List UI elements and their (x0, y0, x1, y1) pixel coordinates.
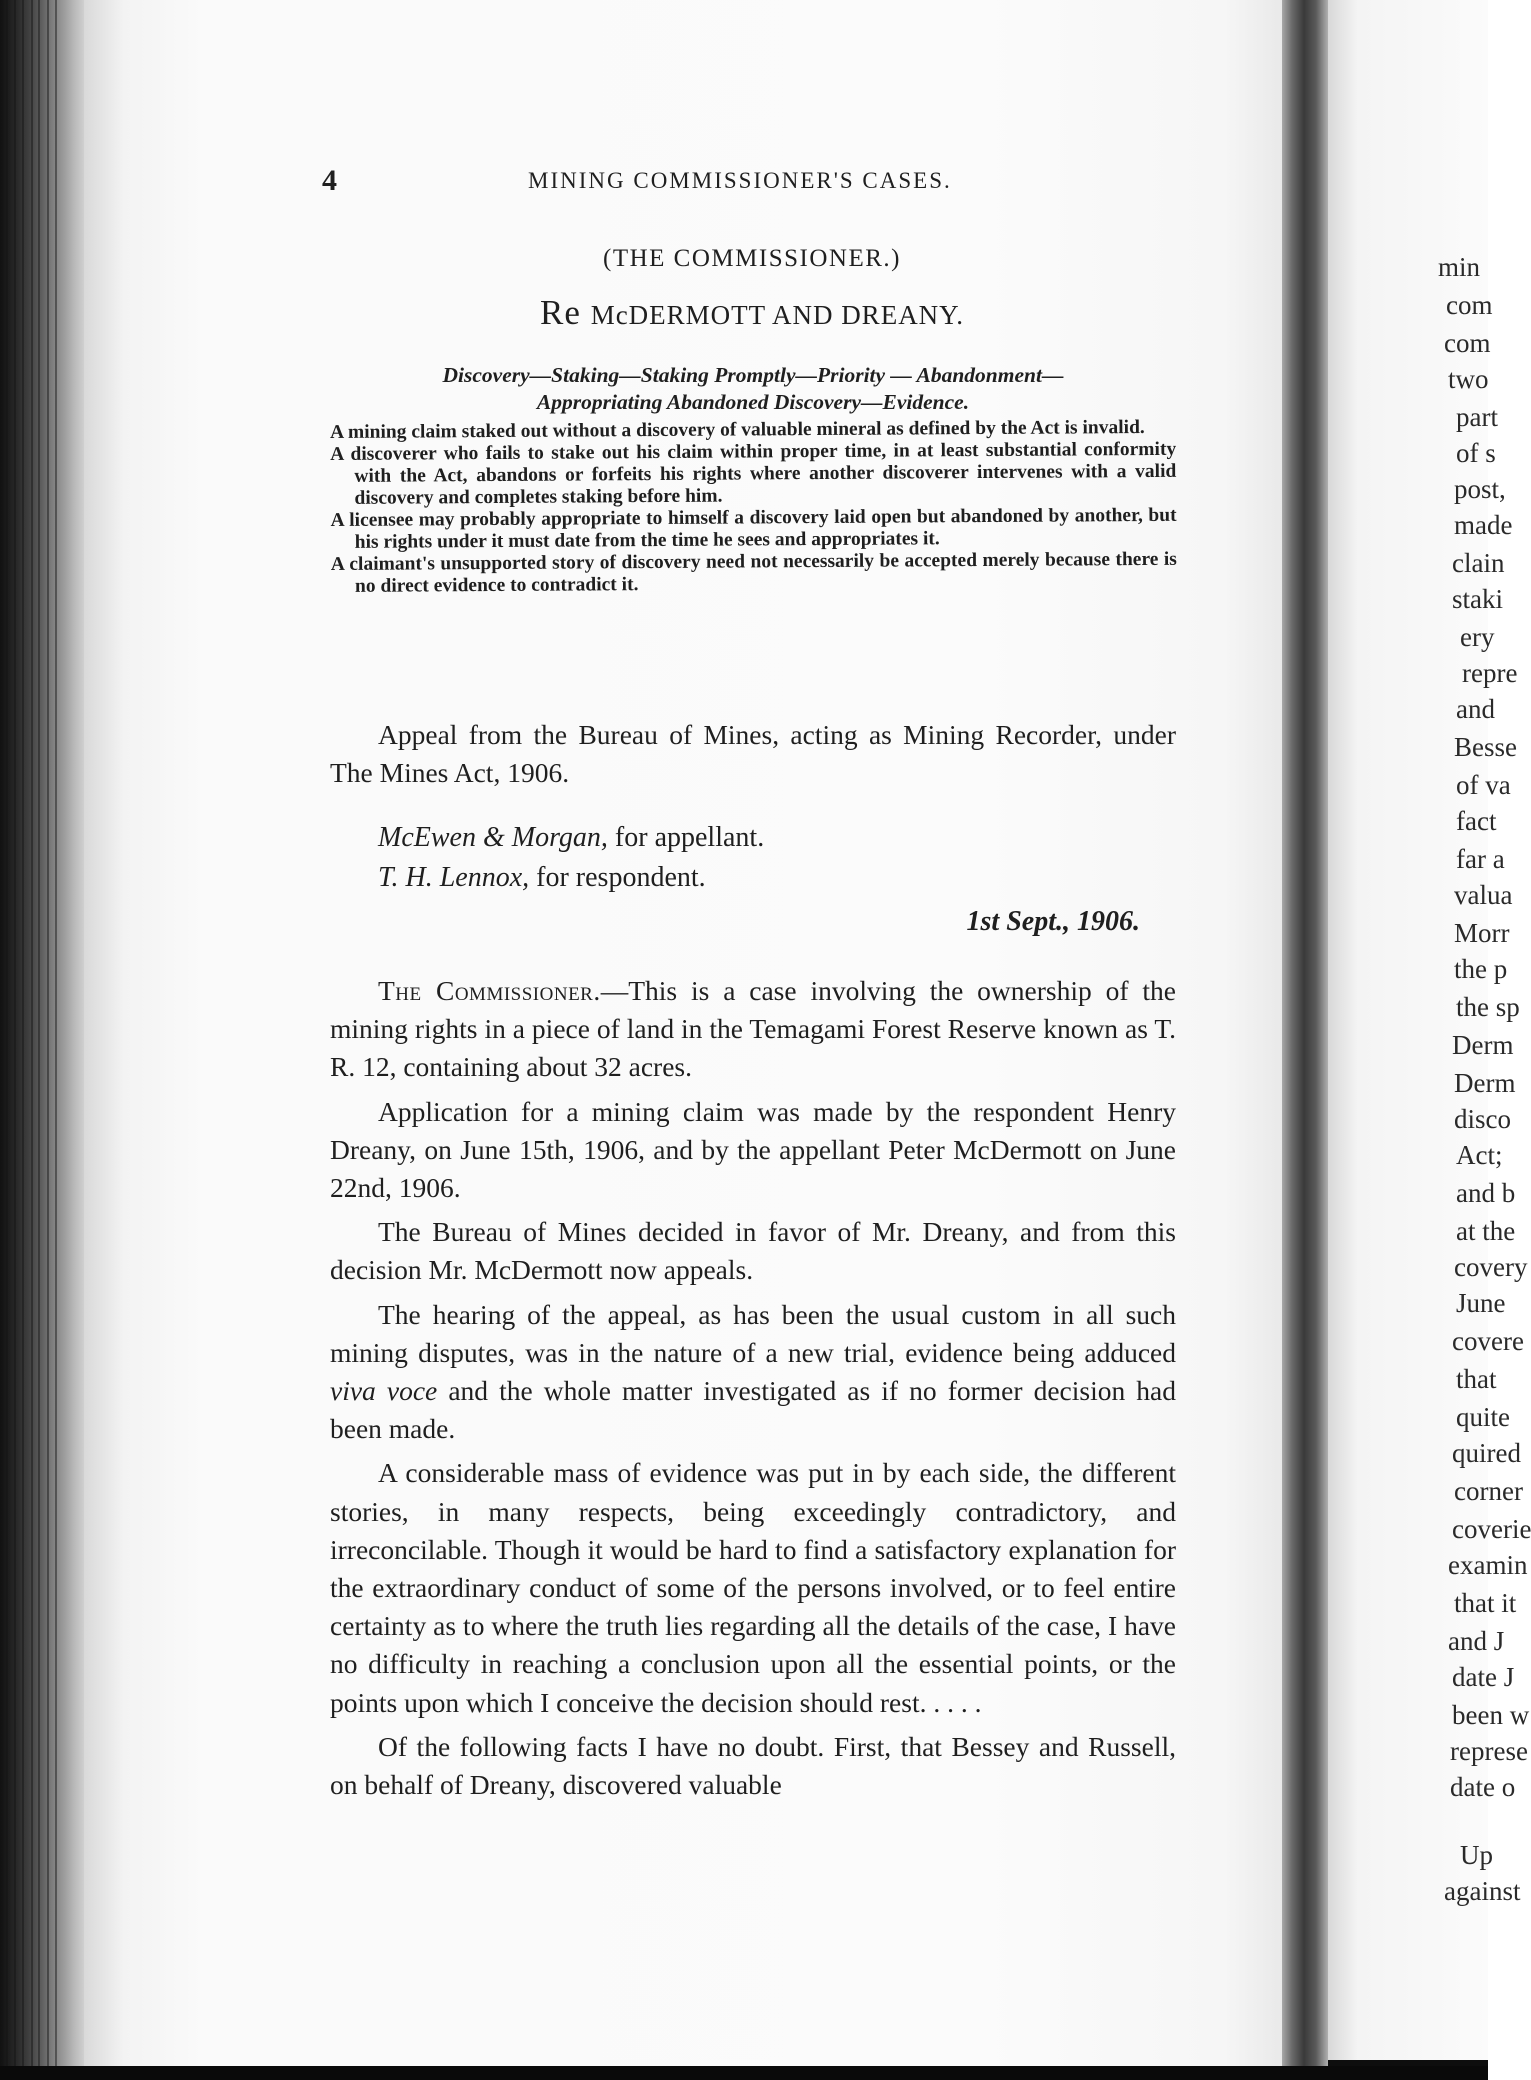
facing-line: that it (1454, 1588, 1517, 1618)
counsel-name: McEwen & Morgan, (378, 822, 608, 853)
facing-line: min (1438, 252, 1481, 282)
facing-line: clain (1452, 548, 1505, 578)
facing-line: date J (1452, 1662, 1515, 1692)
facing-line: the p (1454, 954, 1508, 984)
facing-line: post, (1454, 474, 1506, 504)
facing-line: Derm (1452, 1030, 1514, 1060)
facing-line: of va (1456, 770, 1511, 800)
case-title-prefix: Re (540, 293, 581, 332)
facing-line: staki (1452, 584, 1503, 614)
counsel-appellant (378, 822, 764, 854)
case-title-name: McDERMOTT AND DREANY. (590, 300, 964, 330)
counsel-respondent (378, 862, 706, 894)
facing-line: Act; (1456, 1140, 1503, 1170)
judgment-text (330, 972, 1176, 1804)
latin-phrase: viva voce (330, 1375, 438, 1407)
facing-line: examin (1448, 1550, 1528, 1580)
counsel-name: T. H. Lennox, (378, 862, 530, 893)
facing-line: valua (1454, 880, 1513, 910)
appeal-statement: Appeal from the Bureau of Mines, acting as Mining Recorder, under The Mines Act, 1906. (330, 719, 1176, 788)
paragraph: Of the following facts I have no doubt. First, that Bessey and Russell, on behalf of Dreany, discovered valuable (330, 1730, 1176, 1801)
counsel-role: for respondent. (529, 862, 706, 893)
facing-line: ery (1460, 622, 1495, 652)
headnote: A licensee may probably appropriate to himself a discovery laid open but abandoned by another, but his rights under it must date from the time he sees and appropriates it. (330, 504, 1177, 553)
facing-line: represe (1450, 1736, 1528, 1766)
facing-line: covere (1452, 1326, 1524, 1356)
headnotes (330, 417, 1177, 598)
facing-line: disco (1454, 1104, 1511, 1134)
facing-page (1328, 0, 1531, 2060)
counsel-role: for appellant. (607, 822, 765, 853)
headnote: A mining claim staked out without a discovery of valuable mineral as defined by the Act is invalid. (330, 417, 1145, 443)
headnote: A discoverer who fails to stake out his claim within proper time, in at least substantial conformity with the Act, abandons or forfeits his rights where another discoverer intervenes with a valid discovery and completes staking before him. (330, 438, 1177, 509)
facing-line: that (1456, 1364, 1497, 1394)
facing-line: the sp (1456, 992, 1520, 1022)
facing-line: Besse (1454, 732, 1517, 762)
judgment-date: 1st Sept., 1906. (966, 906, 1140, 937)
facing-line: fact (1456, 806, 1497, 836)
facing-line: Up (1460, 1840, 1493, 1870)
facing-line: far a (1456, 844, 1505, 874)
facing-line: com (1444, 328, 1491, 358)
scan-bottom-edge (0, 2066, 1488, 2080)
facing-line: quired (1452, 1438, 1521, 1468)
facing-line: been w (1452, 1700, 1530, 1730)
facing-line: com (1446, 290, 1493, 320)
judge-lead: The Commissioner. (378, 975, 601, 1006)
paragraph: A considerable mass of evidence was put in by each side, the different stories, in many respects, being exceedingly contradictory, and irreconcilable. Though it would be hard to find a satisfactory explanation for the extraordinary conduct of some of the persons involved, or to feel entire certainty as to where the truth lies regarding all the details of the case, I have no difficulty in reaching a conclusion upon all the essential points, or the points upon which I conceive the decision should rest. . . . . (330, 1457, 1176, 1718)
paragraph: Application for a mining claim was made by the respondent Henry Dreany, on June 15th, 1906, and by the appellant Peter McDermott on June 22nd, 1906. (330, 1095, 1176, 1204)
facing-line: against (1444, 1876, 1521, 1906)
facing-line: part (1456, 402, 1498, 432)
facing-line: corner (1454, 1476, 1523, 1506)
facing-line: and b (1456, 1178, 1516, 1208)
facing-line: repre (1462, 658, 1518, 688)
paragraph: The Bureau of Mines decided in favor of Mr. Dreany, and from this decision Mr. McDermott now appeals. (330, 1216, 1176, 1286)
headnote: A claimant's unsupported story of discovery need not necessarily be accepted merely because there is no direct evidence to contradict it. (330, 548, 1177, 597)
facing-line: June (1456, 1288, 1506, 1318)
facing-line: Derm (1454, 1068, 1516, 1098)
catchwords (330, 362, 1176, 416)
facing-line: quite (1456, 1402, 1510, 1432)
facing-line: coverie (1452, 1514, 1531, 1544)
catchwords-line-2: Appropriating Abandoned Discovery—Evidence. (536, 390, 970, 414)
catchwords-line-1: Discovery—Staking—Staking Promptly—Priority — Abandonment— (442, 363, 1064, 387)
facing-line: date o (1450, 1772, 1516, 1802)
facing-line: covery (1454, 1252, 1528, 1282)
facing-line: and (1456, 694, 1495, 724)
case-title (322, 293, 1182, 333)
facing-line: two (1448, 364, 1489, 394)
facing-line: made (1454, 510, 1513, 540)
facing-line: and J (1448, 1626, 1505, 1656)
running-title: MINING COMMISSIONER'S CASES. (528, 168, 952, 193)
facing-line: of s (1456, 438, 1496, 468)
page-number: 4 (322, 164, 337, 197)
paragraph: The hearing of the appeal, as has been the usual custom in all such mining disputes, was in the nature of a new trial, evidence being adduced viva voce and the whole matter investigated as if no former decision had been made. (330, 1298, 1176, 1445)
court-heading: (THE COMMISSIONER.) (603, 245, 901, 272)
book-gutter (1282, 0, 1328, 2080)
facing-line: Morr (1454, 918, 1510, 948)
left-page-edges (0, 0, 84, 2080)
paragraph: The Commissioner.—This is a case involving the ownership of the mining rights in a piece of land in the Temagami Forest Reserve known as T. R. 12, containing about 32 acres. (330, 975, 1176, 1083)
facing-line: at the (1456, 1216, 1516, 1246)
